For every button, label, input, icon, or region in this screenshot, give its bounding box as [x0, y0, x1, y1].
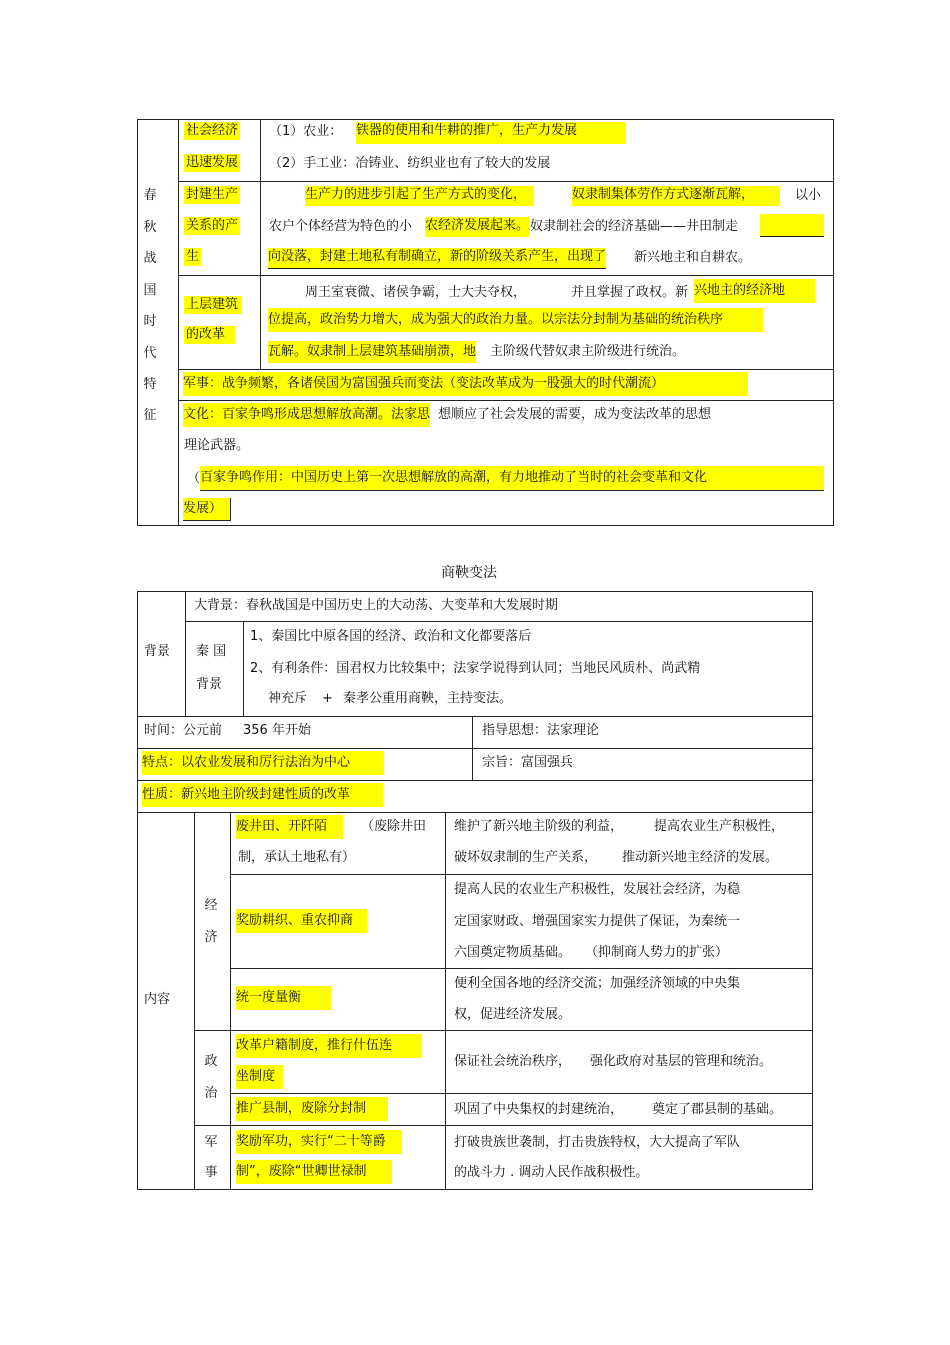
superstructure-label: 的改革 — [184, 326, 235, 344]
side-char: 代 — [143, 346, 157, 361]
section-title: 商鞅变法 — [441, 565, 497, 581]
feature-text: 特点：以农业发展和厉行法治为中心 — [142, 751, 384, 775]
economy-label: 迅速发展 — [186, 155, 239, 170]
household-reform-hl: 坐制度 — [236, 1065, 283, 1089]
culture-line3-hl: 百家争鸣作用：中国历史上第一次思想解放的高潮，有力地推动了当时的社会变革和文化 — [200, 466, 824, 491]
side-char: 征 — [143, 408, 157, 423]
culture-line1-hl: 文化：百家争鸣形成思想解放高潮。法家思 — [183, 403, 430, 427]
land-reform-effect: 推动新兴地主经济的发展。 — [622, 850, 779, 865]
politics-category-char: 治 — [204, 1086, 218, 1101]
qin-point-2: 2、有利条件：国君权力比较集中；法家学说得到认同；当地民风质朴、尚武精 — [250, 661, 701, 676]
time-suffix: 年开始 — [272, 723, 312, 738]
feudal-line2-highlight-tail — [760, 214, 824, 237]
qin-point-3c: 秦孝公重用商鞅，主持变法。 — [343, 691, 513, 706]
super-line3-b: 主阶级代替奴隶主阶级进行统治。 — [490, 344, 686, 359]
agriculture-effect: （抑制商人势力的扩张） — [585, 945, 729, 960]
side-char: 春 — [143, 188, 157, 203]
feudal-label: 生 — [186, 249, 200, 264]
measures-effect: 便利全国各地的经济交流；加强经济领域的中央集 — [454, 976, 741, 991]
qin-point-3a: 神充斥 — [268, 691, 308, 706]
agriculture-effect: 定国家财政、增强国家实力提供了保证，为秦统一 — [454, 914, 741, 929]
agri-prefix: （1）农业： — [269, 124, 343, 139]
content-label: 内容 — [144, 992, 171, 1007]
household-reform-effect: 强化政府对基层的管理和统治。 — [590, 1054, 773, 1069]
land-reform-note: （废除井田 — [361, 819, 427, 834]
feudal-line2-a: 农户个体经营为特色的小 — [269, 219, 413, 234]
purpose-text: 宗旨：富国强兵 — [482, 755, 574, 770]
county-system-effect: 奠定了郡县制的基础。 — [652, 1102, 783, 1117]
side-char: 战 — [143, 251, 157, 266]
super-line1-b: 并且掌握了政权。新 — [571, 285, 689, 300]
nature-text: 性质：新兴地主阶级封建性质的改革 — [142, 783, 383, 807]
military-merit-effect: 打破贵族世袭制，打击贵族特权，大大提高了军队 — [454, 1135, 741, 1150]
side-char: 国 — [143, 283, 157, 298]
qin-point-1: 1、秦国比中原各国的经济、政治和文化都要落后 — [250, 629, 532, 644]
feudal-line1-b: 奴隶制集体劳作方式逐渐瓦解， — [572, 186, 780, 206]
measures-hl: 统一度量衡 — [236, 986, 331, 1010]
land-reform-effect: 破坏奴隶制的生产关系， — [454, 850, 598, 865]
feudal-line3-b: 新兴地主和自耕农。 — [634, 250, 752, 265]
qin-label: 秦 国 — [196, 644, 227, 659]
military-category-char: 军 — [204, 1135, 218, 1150]
feudal-line1-c: 以小 — [795, 188, 822, 203]
county-system-effect: 巩固了中央集权的封建统治， — [454, 1102, 624, 1117]
qin-point-3b: + — [322, 691, 333, 706]
side-char: 时 — [143, 314, 157, 329]
military-merit-hl: 制”，废除“世卿世禄制 — [236, 1160, 392, 1184]
feudal-line1-a: 生产力的进步引起了生产方式的变化， — [305, 186, 534, 206]
county-system-hl: 推广县制，废除分封制 — [236, 1097, 388, 1121]
feudal-label: 封建生产 — [186, 187, 239, 202]
culture-line4: 发展） — [183, 498, 231, 521]
side-char: 特 — [143, 377, 157, 392]
feudal-label: 关系的产 — [186, 218, 239, 233]
culture-line3-a: （ — [187, 471, 201, 486]
military-merit-hl: 奖励军功，实行“二十等爵 — [236, 1130, 402, 1154]
military-merit-effect: 的战斗力 . 调动人民作战积极性。 — [454, 1165, 649, 1180]
background-label: 背景 — [144, 644, 171, 659]
agriculture-effect: 六国奠定物质基础。 — [454, 945, 572, 960]
economy-label: 社会经济 — [186, 123, 239, 138]
land-reform-hl: 废井田、开阡陌 — [236, 815, 343, 839]
politics-category-char: 政 — [204, 1054, 218, 1069]
big-background: 大背景：春秋战国是中国历史上的大动荡、大变革和大发展时期 — [194, 598, 559, 613]
time-year: 356 — [243, 723, 268, 738]
feudal-line2-b: 农经济发展起来。 — [425, 217, 529, 237]
guiding-thought: 指导思想：法家理论 — [482, 723, 600, 738]
land-reform-effect: 提高农业生产积极性， — [654, 819, 785, 834]
feudal-line3-a: 向没落，封建土地私有制确立，新的阶级关系产生，出现了 — [268, 248, 606, 269]
qin-label: 背景 — [196, 677, 223, 692]
agriculture-effect: 提高人民的农业生产积极性，发展社会经济，为稳 — [454, 882, 741, 897]
superstructure-label: 上层建筑 — [184, 296, 242, 314]
feudal-line2-c: 奴隶制社会的经济基础——井田制走 — [530, 219, 739, 234]
economy-category-char: 经 — [204, 898, 218, 913]
measures-effect: 权，促进经济发展。 — [454, 1007, 572, 1022]
super-line1-a: 周王室衰微、诸侯争霸，士大夫夺权， — [305, 285, 527, 300]
craft-text: （2）手工业：冶铸业、纺织业也有了较大的发展 — [269, 156, 551, 171]
economy-category-char: 济 — [204, 930, 218, 945]
super-line1-c: 兴地主的经济地 — [694, 279, 815, 303]
time-label: 时间：公元前 — [144, 723, 223, 738]
land-reform-note: 制，承认土地私有） — [238, 850, 356, 865]
military-category-char: 事 — [204, 1165, 218, 1180]
super-line2: 位提高，政治势力增大，成为强大的政治力量。以宗法分封制为基础的统治秩序 — [268, 308, 763, 332]
culture-line1-rest: 想顺应了社会发展的需要，成为变法改革的思想 — [438, 407, 712, 422]
super-line3-a: 瓦解。奴隶制上层建筑基础崩溃，地 — [268, 341, 476, 363]
agriculture-hl: 奖励耕织、重农抑商 — [236, 909, 367, 933]
land-reform-effect: 维护了新兴地主阶级的利益， — [454, 819, 624, 834]
agri-highlight: 铁器的使用和牛耕的推广，生产力发展 — [356, 122, 626, 144]
household-reform-hl: 改革户籍制度，推行什伍连 — [236, 1034, 422, 1058]
culture-line2: 理论武器。 — [184, 438, 250, 453]
household-reform-effect: 保证社会统治秩序， — [454, 1054, 572, 1069]
military-text: 军事：战争频繁，各诸侯国为富国强兵而变法（变法改革成为一股强大的时代潮流） — [183, 372, 748, 396]
side-char: 秋 — [143, 220, 157, 235]
